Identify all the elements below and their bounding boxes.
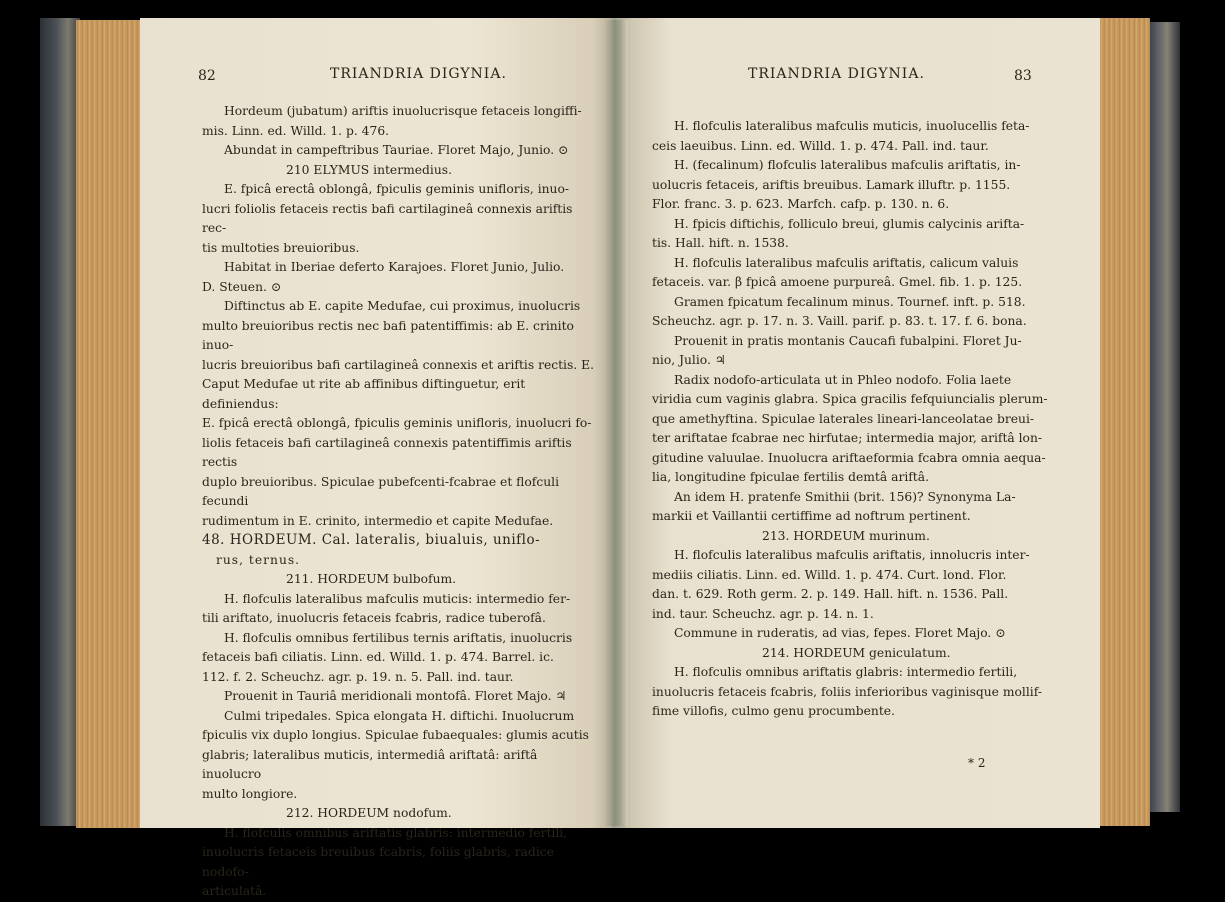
text-line: lucri foliolis fetaceis rectis bafi cartilagineâ connexis ariftis rec- [202,201,573,235]
text-line: H. flofculis lateralibus mafculis ariftatis, calicum valuis [674,255,1019,270]
text-line: Caput Medufae ut rite ab affinibus diftinguetur, erit definiendus: [202,377,526,411]
text-line: lia, longitudine fpiculae fertilis demtâ ariftâ. [652,470,929,484]
text-line: ind. taur. Scheuchz. agr. p. 14. n. 1. [652,606,874,621]
text-line: fetaceis bafi ciliatis. Linn. ed. Willd. 1. p. 474. Barrel. ic. [202,650,554,664]
text-line: rudimentum in E. crinito, intermedio et capite Medufae. [202,513,554,528]
text-line: tis. Hall. hift. n. 1538. [652,236,789,250]
text-line: gitudine valuulae. Inuolucra ariftaeformia fcabra omnia aequa- [652,450,1046,465]
right-page-body [652,117,1066,722]
text-line: tis multoties breuioribus. [202,240,360,255]
text-line: Gramen fpicatum fecalinum minus. Tournef. inft. p. 518. [674,294,1026,309]
text-line: liolis fetaceis bafi cartilagineâ connexis patentiffimis ariftis rectis [202,435,572,469]
text-line: H. (fecalinum) flofculis lateralibus mafculis ariftatis, in- [674,158,1021,172]
text-line: Prouenit in Tauriâ meridionali montofâ. Floret Majo. ♃ [224,689,567,703]
text-line: articulatâ. [202,884,267,898]
left-page-body [202,102,600,902]
text-line: H. flofculis lateralibus mafculis ariftatis, innolucris inter- [674,548,1030,562]
text-line: duplo breuioribus. Spiculae pubefcenti-fcabrae et flofculi fecundi [202,474,560,508]
text-line: H. flofculis lateralibus mafculis muticis, inuolucellis feta- [674,119,1030,133]
left-page-header: TRIANDRIA DIGYNIA. [330,66,507,82]
text-line: Hordeum (jubatum) ariftis inuolucrisque fetaceis longiffi- [224,104,582,118]
right-page-number: 83 [1014,68,1032,84]
text-line: 213. HORDEUM murinum. [762,528,930,543]
page-edges-right [1098,18,1150,826]
text-line: fpiculis vix duplo longius. Spiculae fubaequales: glumis acutis [202,728,589,742]
text-line: D. Steuen. ⊙ [202,279,282,294]
text-line: fime villofis, culmo genu procumbente. [652,704,895,718]
right-page-header: TRIANDRIA DIGYNIA. [748,66,925,82]
text-line: H. fpicis diftichis, folliculo breui, glumis calycinis arifta- [674,216,1025,231]
text-line: mediis ciliatis. Linn. ed. Willd. 1. p. 474. Curt. lond. Flor. [652,567,1007,582]
left-page [140,18,612,898]
text-line: Scheuchz. agr. p. 17. n. 3. Vaill. parif. p. 83. t. 17. f. 6. bona. [652,314,1027,328]
page-edges-left [76,20,142,828]
text-line: H. flofculis omnibus ariftatis glabris: intermedio fertili, [674,665,1018,679]
text-line: E. fpicâ erectâ oblongâ, fpiculis geminis unifloris, inuolucri fo- [202,416,592,430]
text-line: Abundat in campeftribus Tauriae. Floret Majo, Junio. ⊙ [224,143,569,157]
text-line: markii et Vaillantii certiffime ad noftrum pertinent. [652,509,971,523]
text-line: H. flofculis omnibus ariftatis glabris: intermedio fertili, [224,825,568,840]
text-line: 214. HORDEUM geniculatum. [762,645,951,660]
text-line: 112. f. 2. Scheuchz. agr. p. 19. n. 5. Pall. ind. taur. [202,669,514,684]
left-page-number: 82 [198,68,216,84]
text-line: rus, ternus. [216,552,301,567]
text-line: viridia cum vaginis glabra. Spica gracilis fefquiuncialis plerum- [652,392,1048,406]
text-line: Prouenit in pratis montanis Caucafi fubalpini. Floret Ju- [674,333,1022,348]
right-page [612,18,1100,828]
text-line: multo breuioribus rectis nec bafi patentiffimis: ab E. crinito inuo- [202,318,574,352]
book-gutter [604,20,628,826]
text-line: dan. t. 629. Roth germ. 2. p. 149. Hall. hift. n. 1536. Pall. [652,587,1009,601]
text-line: inuolucris fetaceis fcabris, foliis inferioribus vaginisque mollif- [652,684,1042,699]
book-cover-right [1148,22,1180,812]
text-line: Habitat in Iberiae deferto Karajoes. Floret Junio, Julio. [224,260,565,274]
text-line: 48. HORDEUM. Cal. lateralis, biualuis, uniflo- [202,532,541,548]
text-line: 211. HORDEUM bulbofum. [286,572,457,586]
text-line: Culmi tripedales. Spica elongata H. diftichi. Inuolucrum [224,708,575,723]
text-line: glabris; lateralibus muticis, intermediâ ariftatâ: ariftâ inuolucro [202,747,538,781]
signature-mark: * 2 [968,756,986,770]
text-line: Flor. franc. 3. p. 623. Marfch. cafp. p. 130. n. 6. [652,197,950,211]
text-line: tili ariftato, inuolucris fetaceis fcabris, radice tuberofâ. [202,611,546,625]
book-cover-left [40,18,80,826]
text-line: que amethyftina. Spiculae laterales lineari-lanceolatae breui- [652,411,1035,426]
text-line: ceis laeuibus. Linn. ed. Willd. 1. p. 474. Pall. ind. taur. [652,138,989,153]
text-line: inuolucris fetaceis breuibus fcabris, foliis glabris, radice nodofo- [202,845,554,879]
text-line: uolucris fetaceis, ariftis breuibus. Lamark illuftr. p. 1155. [652,177,1011,192]
text-line: ter ariftatae fcabrae nec hirfutae; intermedia major, ariftâ lon- [652,431,1043,445]
text-line: Commune in ruderatis, ad vias, fepes. Floret Majo. ⊙ [674,626,1006,640]
text-line: 212. HORDEUM nodofum. [286,806,452,820]
text-line: E. fpicâ erectâ oblongâ, fpiculis geminis unifloris, inuo- [224,182,570,196]
text-line: 210 ELYMUS intermedius. [286,162,452,177]
text-line: mis. Linn. ed. Willd. 1. p. 476. [202,123,390,138]
text-line: lucris breuioribus bafi cartilagineâ connexis et ariftis rectis. E. [202,357,595,372]
text-line: nio, Julio. ♃ [652,353,726,367]
text-line: H. flofculis lateralibus mafculis muticis: intermedio fer- [224,591,571,606]
text-line: Radix nodofo-articulata ut in Phleo nodofo. Folia laete [674,372,1012,387]
text-line: H. flofculis omnibus fertilibus ternis ariftatis, inuolucris [224,630,573,645]
text-line: fetaceis. var. β fpicâ amoene purpureâ. Gmel. fib. 1. p. 125. [652,275,1023,289]
text-line: An idem H. pratenfe Smithii (brit. 156)? Synonyma La- [674,489,1016,504]
text-line: Diftinctus ab E. capite Medufae, cui proximus, inuolucris [224,299,581,313]
text-line: multo longiore. [202,786,298,801]
